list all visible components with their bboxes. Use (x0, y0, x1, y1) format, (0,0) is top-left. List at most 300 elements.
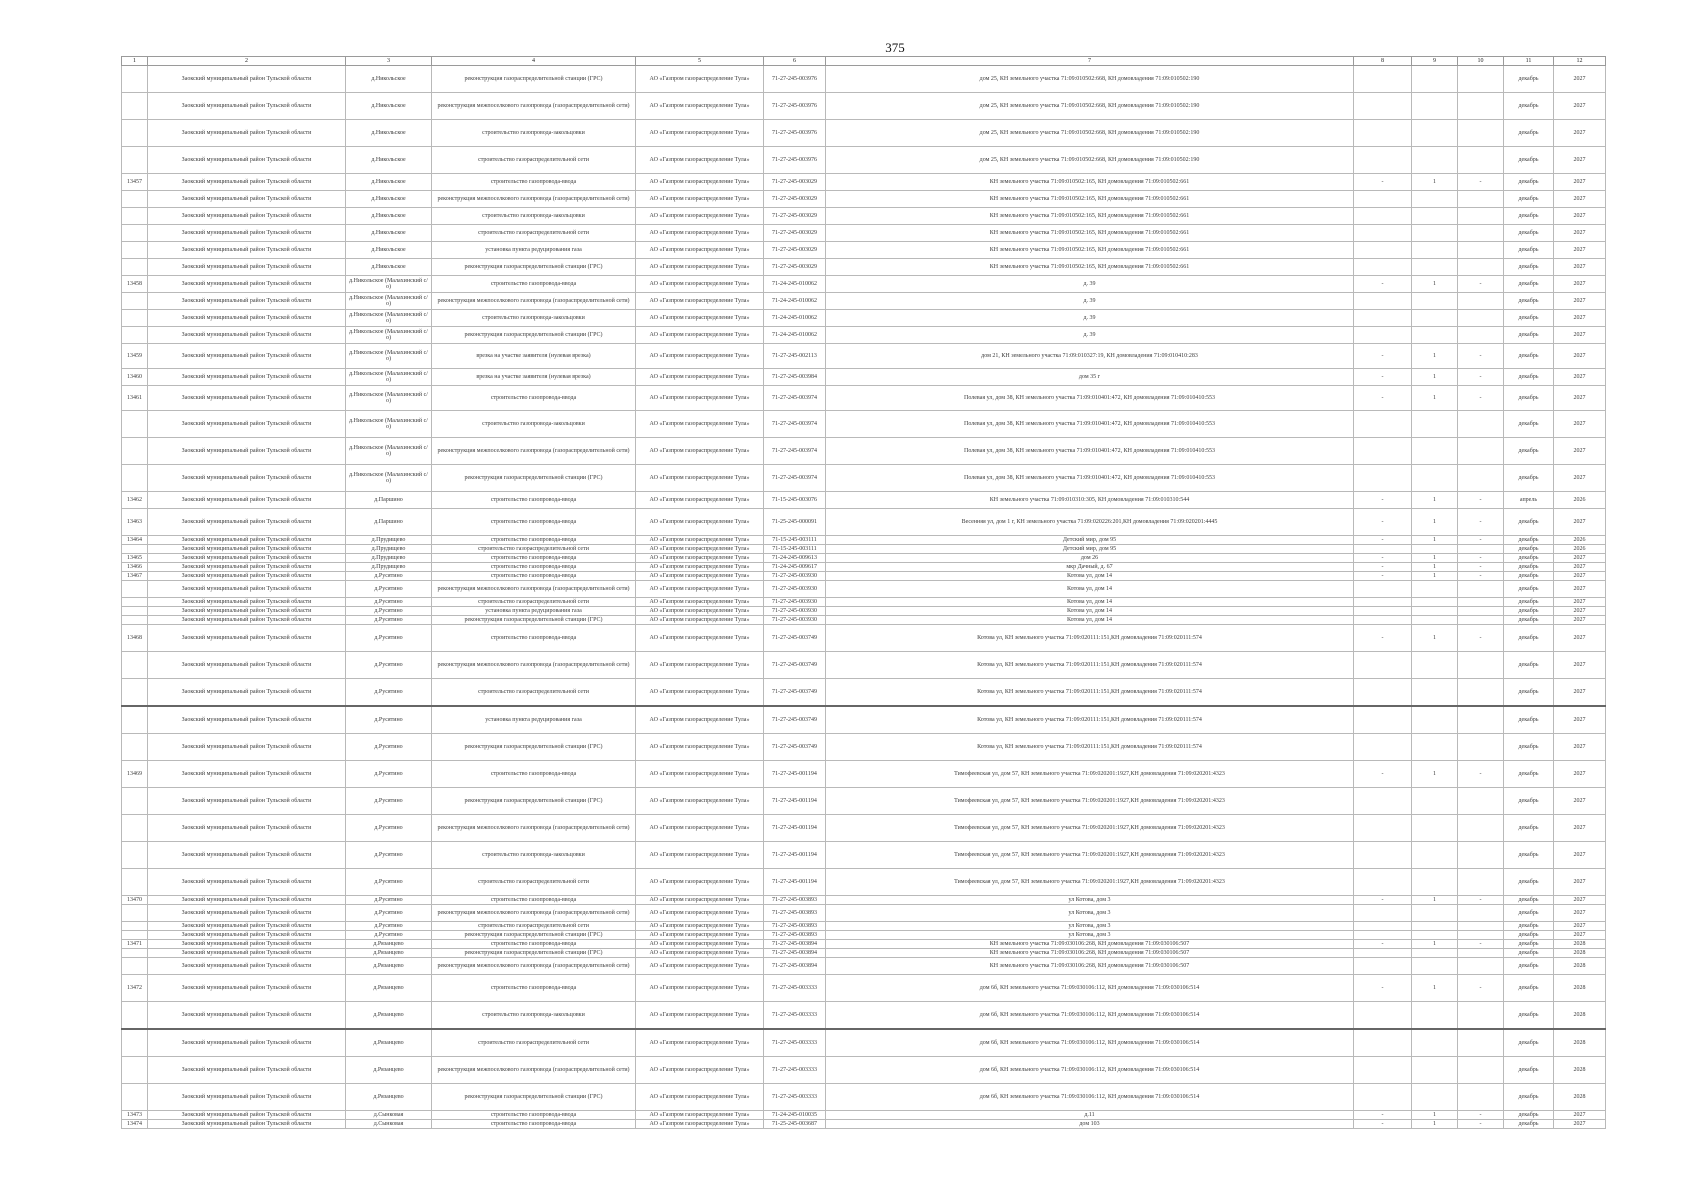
cell-application-code: 71-27-245-003976 (764, 66, 826, 93)
cell-settlement: д.Русятино (346, 652, 432, 679)
cell-row-number (122, 242, 148, 259)
cell-row-number (122, 327, 148, 344)
cell-address: КН земельного участка 71:09:010310:305, КН домовладения 71:09:010310:544 (826, 492, 1354, 509)
cell-year: 2027 (1554, 931, 1606, 940)
cell-application-code: 71-27-245-003029 (764, 242, 826, 259)
cell-address: КН земельного участка 71:09:030106:268, КН домовладения 71:09:030106:507 (826, 940, 1354, 949)
cell-application-code: 71-27-245-003893 (764, 896, 826, 905)
cell-month: декабрь (1504, 327, 1554, 344)
cell-col-10: - (1458, 1111, 1504, 1120)
cell-col-9: 1 (1412, 386, 1458, 411)
cell-month: декабрь (1504, 259, 1554, 276)
cell-address: Тимофеевская ул, дом 57, КН земельного участка 71:09:020201:1927,КН домовладения 71:09:020201:4323 (826, 869, 1354, 896)
cell-organization: АО «Газпром газораспределение Тула» (636, 1002, 764, 1030)
cell-year: 2027 (1554, 386, 1606, 411)
cell-work-type: реконструкция межпоселкового газопровода (газораспределительной сети) (432, 438, 636, 465)
cell-settlement: д.Никольское (346, 66, 432, 93)
cell-row-number (122, 1029, 148, 1057)
cell-col-8: - (1354, 896, 1412, 905)
cell-settlement: д.Никольское (346, 147, 432, 174)
cell-col-8 (1354, 1029, 1412, 1057)
table-row (122, 842, 1606, 869)
cell-col-8 (1354, 545, 1412, 554)
cell-col-10 (1458, 1002, 1504, 1030)
cell-district: Заокский муниципальный район Тульской области (148, 1120, 346, 1129)
table-row (122, 554, 1606, 563)
cell-year: 2027 (1554, 842, 1606, 869)
cell-work-type: реконструкция межпоселкового газопровода (газораспределительной сети) (432, 93, 636, 120)
cell-col-10 (1458, 598, 1504, 607)
cell-organization: АО «Газпром газораспределение Тула» (636, 259, 764, 276)
cell-col-10 (1458, 616, 1504, 625)
cell-address: Полевая ул, дом 38, КН земельного участка 71:09:010401:472, КН домовладения 71:09:010410:553 (826, 465, 1354, 492)
table-row (122, 1084, 1606, 1111)
cell-district: Заокский муниципальный район Тульской области (148, 276, 346, 293)
cell-col-8 (1354, 191, 1412, 208)
cell-col-8 (1354, 815, 1412, 842)
cell-row-number: 13467 (122, 572, 148, 581)
table-row (122, 896, 1606, 905)
cell-col-9: 1 (1412, 940, 1458, 949)
cell-district: Заокский муниципальный район Тульской области (148, 679, 346, 707)
table-row (122, 174, 1606, 191)
cell-row-number: 13471 (122, 940, 148, 949)
cell-address: д. 39 (826, 293, 1354, 310)
cell-work-type: реконструкция газораспределительной станции (ГРС) (432, 465, 636, 492)
cell-work-type: реконструкция межпоселкового газопровода (газораспределительной сети) (432, 958, 636, 975)
cell-district: Заокский муниципальный район Тульской области (148, 438, 346, 465)
cell-district: Заокский муниципальный район Тульской области (148, 625, 346, 652)
cell-col-8 (1354, 208, 1412, 225)
cell-district: Заокский муниципальный район Тульской области (148, 842, 346, 869)
cell-application-code: 71-27-245-003893 (764, 931, 826, 940)
table-row (122, 706, 1606, 734)
table-row (122, 327, 1606, 344)
cell-year: 2027 (1554, 905, 1606, 922)
cell-address: КН земельного участка 71:09:010502:165, КН домовладения 71:09:010502:661 (826, 191, 1354, 208)
cell-organization: АО «Газпром газораспределение Тула» (636, 975, 764, 1002)
column-header-7: 7 (826, 57, 1354, 66)
cell-address: дом 25, КН земельного участка 71:09:010502:668, КН домовладения 71:09:010502:190 (826, 120, 1354, 147)
cell-district: Заокский муниципальный район Тульской области (148, 869, 346, 896)
cell-col-10: - (1458, 572, 1504, 581)
cell-row-number: 13461 (122, 386, 148, 411)
cell-month: декабрь (1504, 1057, 1554, 1084)
cell-work-type: строительство газопровода-ввода (432, 276, 636, 293)
cell-col-9 (1412, 905, 1458, 922)
cell-settlement: д.Русятино (346, 581, 432, 598)
table-row (122, 1120, 1606, 1129)
cell-month: декабрь (1504, 545, 1554, 554)
cell-col-10: - (1458, 344, 1504, 369)
cell-col-8 (1354, 259, 1412, 276)
cell-col-8 (1354, 438, 1412, 465)
cell-col-10 (1458, 679, 1504, 707)
cell-row-number (122, 293, 148, 310)
table-row (122, 598, 1606, 607)
cell-application-code: 71-27-245-003749 (764, 652, 826, 679)
cell-application-code: 71-24-245-010035 (764, 1111, 826, 1120)
cell-settlement: д.Никольское (Малахинский с/о) (346, 438, 432, 465)
cell-work-type: строительство газопровода-ввода (432, 975, 636, 1002)
cell-row-number (122, 581, 148, 598)
cell-address: д. 39 (826, 276, 1354, 293)
cell-col-9 (1412, 581, 1458, 598)
cell-address: Котова ул, дом 14 (826, 572, 1354, 581)
cell-col-10: - (1458, 563, 1504, 572)
cell-organization: АО «Газпром газораспределение Тула» (636, 563, 764, 572)
cell-month: декабрь (1504, 242, 1554, 259)
cell-row-number (122, 259, 148, 276)
cell-month: декабрь (1504, 815, 1554, 842)
cell-address: КН земельного участка 71:09:010502:165, КН домовладения 71:09:010502:661 (826, 225, 1354, 242)
cell-col-8 (1354, 922, 1412, 931)
cell-row-number (122, 545, 148, 554)
cell-col-10 (1458, 931, 1504, 940)
cell-address: Полевая ул, дом 38, КН земельного участка 71:09:010401:472, КН домовладения 71:09:010410:553 (826, 411, 1354, 438)
cell-row-number: 13462 (122, 492, 148, 509)
cell-district: Заокский муниципальный район Тульской области (148, 931, 346, 940)
cell-col-8 (1354, 931, 1412, 940)
column-header-11: 11 (1504, 57, 1554, 66)
cell-address: Котова ул, дом 14 (826, 616, 1354, 625)
cell-organization: АО «Газпром газораспределение Тула» (636, 905, 764, 922)
cell-row-number (122, 922, 148, 931)
cell-address: Котова ул, КН земельного участка 71:09:020111:151,КН домовладения 71:09:020111:574 (826, 679, 1354, 707)
data-table-container (121, 56, 1605, 1129)
cell-row-number (122, 652, 148, 679)
cell-address: Котова ул, КН земельного участка 71:09:020111:151,КН домовладения 71:09:020111:574 (826, 734, 1354, 761)
cell-month: декабрь (1504, 1029, 1554, 1057)
cell-col-8 (1354, 581, 1412, 598)
cell-month: декабрь (1504, 174, 1554, 191)
cell-col-9 (1412, 1002, 1458, 1030)
cell-application-code: 71-27-245-003894 (764, 958, 826, 975)
cell-address: дом 6б, КН земельного участка 71:09:030106:112, КН домовладения 71:09:030106:514 (826, 1057, 1354, 1084)
cell-work-type: строительство газораспределительной сети (432, 679, 636, 707)
cell-year: 2028 (1554, 975, 1606, 1002)
cell-settlement: д.Русятино (346, 922, 432, 931)
cell-settlement: д.Русятино (346, 815, 432, 842)
cell-settlement: д.Прудищево (346, 545, 432, 554)
cell-col-8: - (1354, 625, 1412, 652)
cell-row-number: 13465 (122, 554, 148, 563)
cell-col-9 (1412, 225, 1458, 242)
table-row (122, 411, 1606, 438)
table-row (122, 369, 1606, 386)
cell-application-code: 71-25-245-003687 (764, 1120, 826, 1129)
cell-col-10: - (1458, 896, 1504, 905)
cell-col-10 (1458, 259, 1504, 276)
cell-col-8: - (1354, 563, 1412, 572)
cell-address: дом 103 (826, 1120, 1354, 1129)
cell-col-9 (1412, 922, 1458, 931)
cell-organization: АО «Газпром газораспределение Тула» (636, 386, 764, 411)
table-row (122, 815, 1606, 842)
cell-col-9: 1 (1412, 975, 1458, 1002)
cell-col-9: 1 (1412, 625, 1458, 652)
cell-work-type: строительство газопровода-ввода (432, 386, 636, 411)
cell-application-code: 71-27-245-003974 (764, 386, 826, 411)
cell-settlement: д.Никольское (Малахинский с/о) (346, 411, 432, 438)
cell-year: 2026 (1554, 545, 1606, 554)
cell-organization: АО «Газпром газораспределение Тула» (636, 1120, 764, 1129)
cell-col-9 (1412, 815, 1458, 842)
cell-organization: АО «Газпром газораспределение Тула» (636, 208, 764, 225)
cell-application-code: 71-27-245-003333 (764, 975, 826, 1002)
cell-month: декабрь (1504, 225, 1554, 242)
cell-address: Котова ул, дом 14 (826, 607, 1354, 616)
cell-year: 2027 (1554, 652, 1606, 679)
column-header-8: 8 (1354, 57, 1412, 66)
cell-col-10 (1458, 1057, 1504, 1084)
cell-month: декабрь (1504, 1120, 1554, 1129)
cell-year: 2027 (1554, 225, 1606, 242)
cell-application-code: 71-27-245-003974 (764, 465, 826, 492)
table-row (122, 931, 1606, 940)
cell-col-8 (1354, 905, 1412, 922)
cell-district: Заокский муниципальный район Тульской области (148, 607, 346, 616)
cell-work-type: строительство газопровода-ввода (432, 940, 636, 949)
cell-row-number (122, 120, 148, 147)
cell-col-9 (1412, 259, 1458, 276)
cell-col-8 (1354, 788, 1412, 815)
cell-year: 2027 (1554, 1111, 1606, 1120)
cell-month: декабрь (1504, 411, 1554, 438)
cell-col-9 (1412, 208, 1458, 225)
cell-organization: АО «Газпром газораспределение Тула» (636, 1029, 764, 1057)
cell-col-8 (1354, 147, 1412, 174)
cell-month: декабрь (1504, 509, 1554, 536)
cell-row-number (122, 734, 148, 761)
cell-col-8 (1354, 411, 1412, 438)
cell-year: 2027 (1554, 208, 1606, 225)
cell-organization: АО «Газпром газораспределение Тула» (636, 310, 764, 327)
cell-settlement: д.Никольское (346, 93, 432, 120)
cell-work-type: установка пункта редуцирования газа (432, 607, 636, 616)
cell-application-code: 71-27-245-003930 (764, 572, 826, 581)
cell-organization: АО «Газпром газораспределение Тула» (636, 492, 764, 509)
cell-month: декабрь (1504, 652, 1554, 679)
cell-col-10 (1458, 905, 1504, 922)
cell-district: Заокский муниципальный район Тульской области (148, 344, 346, 369)
column-header-12: 12 (1554, 57, 1606, 66)
cell-col-10: - (1458, 174, 1504, 191)
cell-col-8: - (1354, 536, 1412, 545)
cell-col-9: 1 (1412, 536, 1458, 545)
cell-col-9 (1412, 652, 1458, 679)
cell-settlement: д.Никольское (Малахинский с/о) (346, 465, 432, 492)
cell-settlement: д.Русятино (346, 788, 432, 815)
cell-work-type: врезка на участке заявителя (нулевая врезка) (432, 369, 636, 386)
cell-application-code: 71-24-245-009617 (764, 563, 826, 572)
cell-row-number: 13459 (122, 344, 148, 369)
table-row (122, 958, 1606, 975)
cell-col-8: - (1354, 761, 1412, 788)
cell-district: Заокский муниципальный район Тульской области (148, 208, 346, 225)
cell-organization: АО «Газпром газораспределение Тула» (636, 706, 764, 734)
cell-col-8 (1354, 958, 1412, 975)
cell-col-8 (1354, 598, 1412, 607)
cell-col-10 (1458, 438, 1504, 465)
cell-district: Заокский муниципальный район Тульской области (148, 66, 346, 93)
cell-col-8 (1354, 949, 1412, 958)
cell-year: 2027 (1554, 607, 1606, 616)
cell-district: Заокский муниципальный район Тульской области (148, 191, 346, 208)
table-row (122, 545, 1606, 554)
cell-organization: АО «Газпром газораспределение Тула» (636, 120, 764, 147)
cell-col-10: - (1458, 536, 1504, 545)
cell-address: Детский мир, дом 95 (826, 545, 1354, 554)
table-row (122, 905, 1606, 922)
cell-settlement: д.Рязанцево (346, 1084, 432, 1111)
cell-row-number (122, 411, 148, 438)
cell-settlement: д.Русятино (346, 931, 432, 940)
cell-district: Заокский муниципальный район Тульской области (148, 174, 346, 191)
cell-col-10 (1458, 545, 1504, 554)
cell-year: 2027 (1554, 1120, 1606, 1129)
cell-year: 2028 (1554, 1029, 1606, 1057)
table-row (122, 679, 1606, 707)
cell-row-number: 13469 (122, 761, 148, 788)
table-row (122, 147, 1606, 174)
table-row (122, 293, 1606, 310)
cell-application-code: 71-27-245-003974 (764, 411, 826, 438)
cell-settlement: д.Никольское (Малахинский с/о) (346, 327, 432, 344)
cell-month: декабрь (1504, 940, 1554, 949)
cell-col-10 (1458, 208, 1504, 225)
cell-organization: АО «Газпром газораспределение Тула» (636, 369, 764, 386)
cell-work-type: реконструкция газораспределительной станции (ГРС) (432, 788, 636, 815)
cell-settlement: д.Русятино (346, 679, 432, 707)
cell-col-10 (1458, 66, 1504, 93)
cell-row-number (122, 208, 148, 225)
table-row (122, 310, 1606, 327)
cell-col-9 (1412, 1029, 1458, 1057)
cell-row-number (122, 1057, 148, 1084)
cell-col-8 (1354, 225, 1412, 242)
cell-year: 2027 (1554, 191, 1606, 208)
cell-address: дом 6б, КН земельного участка 71:09:030106:112, КН домовладения 71:09:030106:514 (826, 1029, 1354, 1057)
cell-organization: АО «Газпром газораспределение Тула» (636, 761, 764, 788)
cell-work-type: врезка на участке заявителя (нулевая врезка) (432, 344, 636, 369)
cell-col-9 (1412, 93, 1458, 120)
cell-organization: АО «Газпром газораспределение Тула» (636, 545, 764, 554)
cell-col-10 (1458, 842, 1504, 869)
column-header-2: 2 (148, 57, 346, 66)
cell-application-code: 71-27-245-003749 (764, 625, 826, 652)
cell-col-10 (1458, 293, 1504, 310)
cell-district: Заокский муниципальный район Тульской области (148, 761, 346, 788)
cell-work-type: строительство газораспределительной сети (432, 922, 636, 931)
cell-organization: АО «Газпром газораспределение Тула» (636, 225, 764, 242)
column-header-1: 1 (122, 57, 148, 66)
cell-organization: АО «Газпром газораспределение Тула» (636, 607, 764, 616)
cell-row-number: 13468 (122, 625, 148, 652)
cell-row-number (122, 679, 148, 707)
table-body (122, 66, 1606, 1129)
cell-col-8 (1354, 310, 1412, 327)
cell-row-number (122, 310, 148, 327)
cell-col-10 (1458, 310, 1504, 327)
cell-month: декабрь (1504, 93, 1554, 120)
table-row (122, 572, 1606, 581)
cell-settlement: д.Никольское (346, 259, 432, 276)
cell-month: декабрь (1504, 949, 1554, 958)
page-number: 375 (885, 40, 905, 55)
cell-col-8 (1354, 1057, 1412, 1084)
cell-col-8 (1354, 706, 1412, 734)
cell-organization: АО «Газпром газораспределение Тула» (636, 327, 764, 344)
cell-address: ул Котова, дом 3 (826, 896, 1354, 905)
cell-year: 2027 (1554, 66, 1606, 93)
cell-year: 2027 (1554, 310, 1606, 327)
cell-col-10 (1458, 242, 1504, 259)
cell-district: Заокский муниципальный район Тульской области (148, 922, 346, 931)
cell-row-number (122, 1002, 148, 1030)
cell-address: Котова ул, КН земельного участка 71:09:020111:151,КН домовладения 71:09:020111:574 (826, 652, 1354, 679)
cell-col-9: 1 (1412, 174, 1458, 191)
cell-organization: АО «Газпром газораспределение Тула» (636, 940, 764, 949)
cell-year: 2027 (1554, 344, 1606, 369)
cell-year: 2027 (1554, 369, 1606, 386)
cell-col-10 (1458, 93, 1504, 120)
cell-work-type: строительство газопровода-ввода (432, 761, 636, 788)
cell-col-10 (1458, 411, 1504, 438)
cell-month: декабрь (1504, 438, 1554, 465)
cell-col-10: - (1458, 276, 1504, 293)
cell-row-number (122, 958, 148, 975)
cell-application-code: 71-27-245-003894 (764, 949, 826, 958)
cell-month: декабрь (1504, 788, 1554, 815)
cell-work-type: реконструкция межпоселкового газопровода (газораспределительной сети) (432, 815, 636, 842)
cell-application-code: 71-27-245-001194 (764, 788, 826, 815)
cell-row-number: 13474 (122, 1120, 148, 1129)
table-row (122, 616, 1606, 625)
cell-row-number (122, 465, 148, 492)
cell-district: Заокский муниципальный район Тульской области (148, 465, 346, 492)
cell-col-8: - (1354, 174, 1412, 191)
cell-address: Тимофеевская ул, дом 57, КН земельного участка 71:09:020201:1927,КН домовладения 71:09:020201:4323 (826, 842, 1354, 869)
table-row (122, 761, 1606, 788)
cell-row-number (122, 905, 148, 922)
cell-application-code: 71-27-245-003333 (764, 1002, 826, 1030)
cell-col-9 (1412, 310, 1458, 327)
cell-district: Заокский муниципальный район Тульской области (148, 120, 346, 147)
cell-work-type: реконструкция газораспределительной станции (ГРС) (432, 66, 636, 93)
cell-col-10 (1458, 734, 1504, 761)
cell-settlement: д.Русятино (346, 905, 432, 922)
cell-district: Заокский муниципальный район Тульской области (148, 225, 346, 242)
cell-row-number: 13466 (122, 563, 148, 572)
cell-col-9 (1412, 679, 1458, 707)
cell-year: 2027 (1554, 563, 1606, 572)
cell-month: декабрь (1504, 120, 1554, 147)
cell-year: 2028 (1554, 1057, 1606, 1084)
cell-district: Заокский муниципальный район Тульской области (148, 386, 346, 411)
cell-application-code: 71-27-245-003029 (764, 259, 826, 276)
cell-application-code: 71-15-245-003111 (764, 545, 826, 554)
cell-address: КН земельного участка 71:09:010502:165, КН домовладения 71:09:010502:661 (826, 259, 1354, 276)
cell-col-8: - (1354, 344, 1412, 369)
cell-address: Тимофеевская ул, дом 57, КН земельного участка 71:09:020201:1927,КН домовладения 71:09:020201:4323 (826, 788, 1354, 815)
cell-col-10: - (1458, 492, 1504, 509)
cell-year: 2027 (1554, 93, 1606, 120)
cell-organization: АО «Газпром газораспределение Тула» (636, 652, 764, 679)
cell-district: Заокский муниципальный район Тульской области (148, 706, 346, 734)
table-row (122, 581, 1606, 598)
cell-month: декабрь (1504, 572, 1554, 581)
